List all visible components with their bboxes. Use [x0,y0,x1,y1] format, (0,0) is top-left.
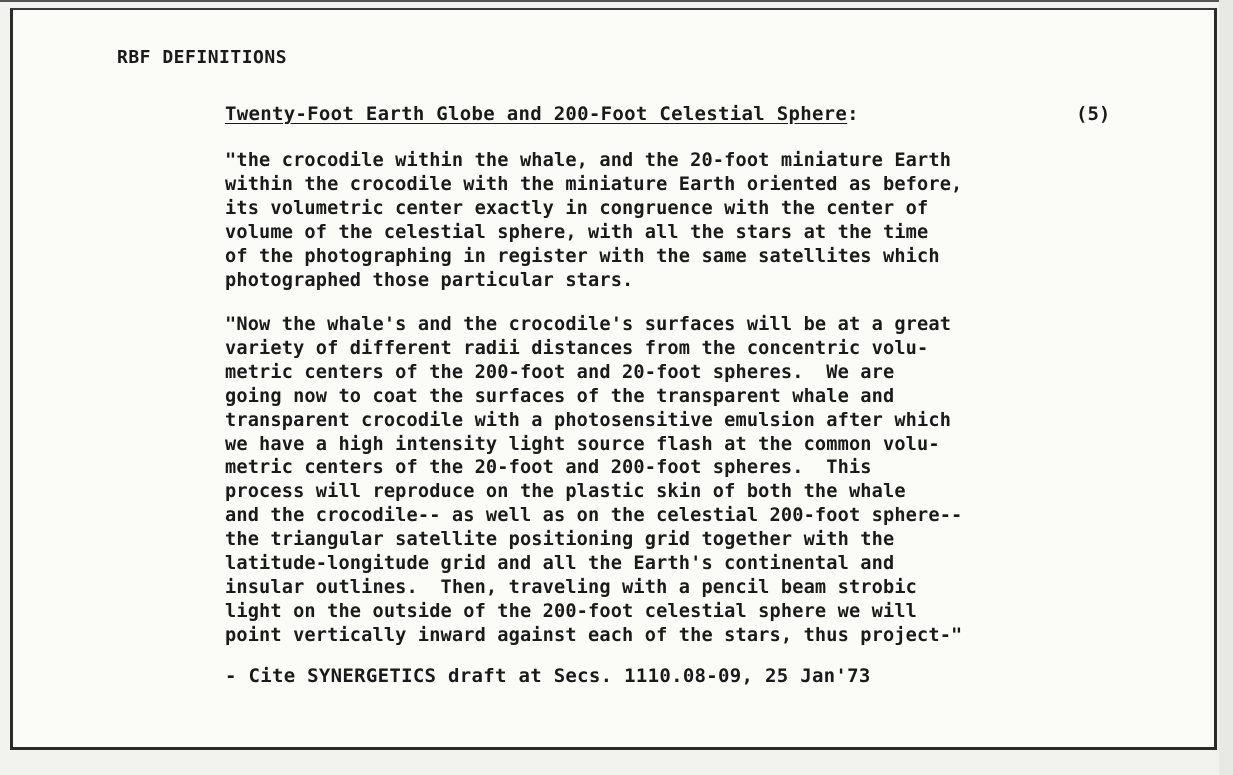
quote-paragraph-2: "Now the whale's and the crocodile's surfaces will be at a great variety of different radii distances from the concentric volu- metric centers of the 200-foot and 20-foot spheres. We are going now to coat the surfaces of the transparent whale and transparent crocodile with a photosensitive emulsion after which we have a high intensity light source flash at the common volu- metric centers of the 20-foot and 200-foot spheres. This process will reproduce on the plastic skin of both the whale and the crocodile-- as well as on the celestial 200-foot sphere-- the triangular satellite positioning grid together with the latitude-longitude grid and all the Earth's continental and insular outlines. Then, traveling with a pencil beam strobic light on the outside of the 200-foot celestial sphere we will point vertically inward against each of the stars, thus project-" [225,314,963,646]
entry-title-text: Twenty-Foot Earth Globe and 200-Foot Celestial Sphere [225,103,848,125]
entry-number: (5) [1076,103,1111,125]
citation: - Cite SYNERGETICS draft at Secs. 1110.08-09, 25 Jan'73 [225,665,871,687]
card-heading: RBF DEFINITIONS [117,47,288,68]
entry-title-colon: : [847,103,859,125]
entry-title [225,103,859,125]
top-rule [0,0,1233,2]
page-edge [1219,0,1233,775]
quote-paragraph-1: "the crocodile within the whale, and the 20-foot miniature Earth within the crocodile with the miniature Earth oriented as before, its volumetric center exactly in congruence with the center of volume of the celestial sphere, with all the stars at the time of the photographing in register with the same satellites which photographed those particular stars. [225,150,963,291]
